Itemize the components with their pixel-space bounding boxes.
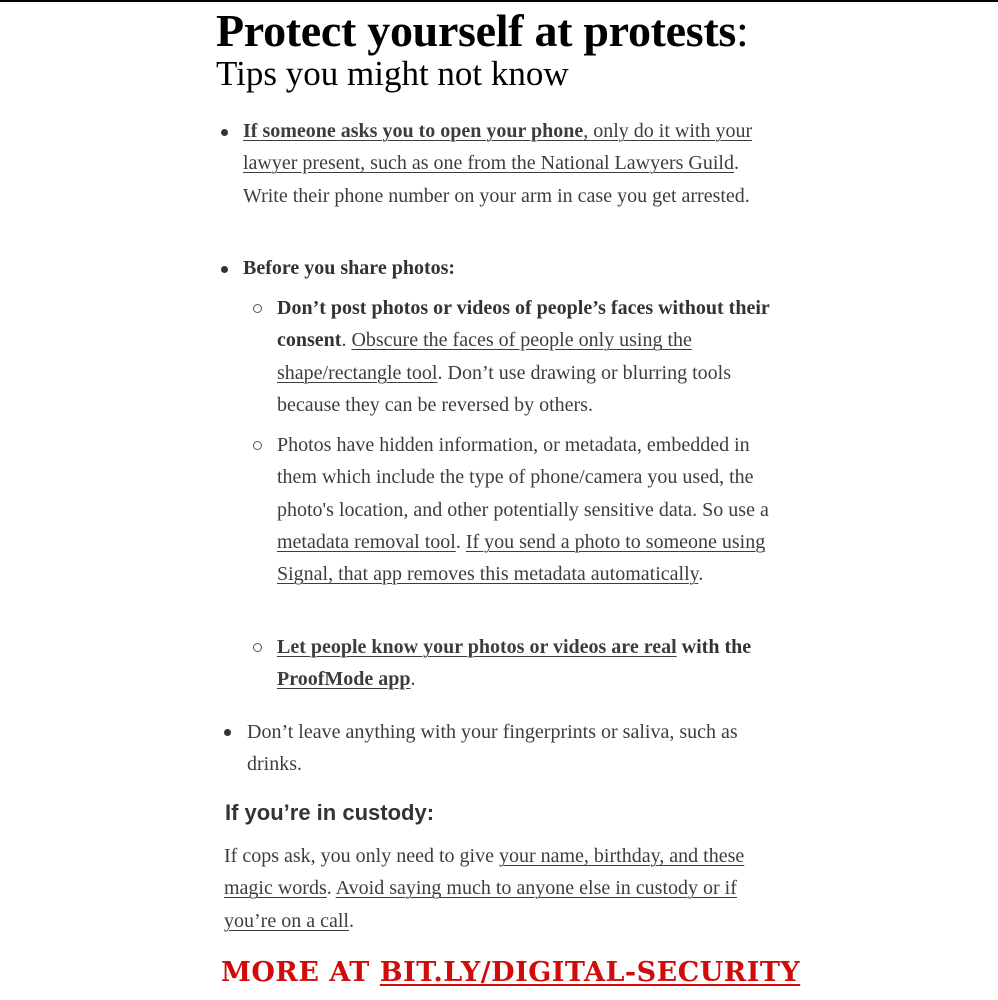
punct: . — [341, 329, 352, 352]
title-text: Protect yourself at protests — [216, 5, 737, 56]
tip-open-phone-text: . Write their phone number on your arm in case you get arrested. — [243, 152, 750, 207]
circle-bullet-icon — [253, 643, 262, 652]
bullet-icon — [221, 129, 228, 136]
photos-real-link[interactable]: Let people know your photos or videos are real — [277, 636, 677, 658]
punct: . — [348, 909, 354, 932]
subtip-metadata — [277, 429, 777, 590]
bullet-icon — [224, 729, 231, 736]
custody-paragraph — [224, 840, 764, 937]
footer-prefix: MORE AT — [221, 957, 380, 988]
circle-bullet-icon — [253, 304, 262, 313]
custody-heading: If you’re in custody: — [225, 800, 435, 825]
metadata-text: Photos have hidden information, or metadata, embedded in them which include the type of phone/camera you used, the photo's location, and other potentially sensitive data. So use a — [277, 434, 769, 521]
top-border — [0, 0, 998, 2]
obscure-faces-link[interactable]: Obscure the faces of people only using the shape/rectangle tool — [277, 329, 692, 384]
digital-security-link[interactable]: BIT.LY/DIGITAL-SECURITY — [379, 957, 801, 988]
subtip-faces — [277, 292, 782, 421]
avoid-saying-link[interactable]: Avoid saying much to anyone else in custody or if you’re on a call — [224, 877, 737, 932]
punct: . — [410, 668, 416, 691]
open-phone-link[interactable]: If someone asks you to open your phone — [243, 120, 584, 142]
footer-cta — [221, 957, 800, 988]
tip-share-photos: Before you share photos: — [243, 257, 456, 279]
metadata-removal-link[interactable]: metadata removal tool — [277, 530, 456, 553]
custody-text: If cops ask, you only need to give — [224, 845, 499, 867]
with-the-text: with the — [676, 636, 752, 658]
subtip-proofmode — [277, 631, 767, 696]
signal-link[interactable]: If you send a photo to someone using Signal, that app removes this metadata automatically — [277, 530, 766, 586]
punct: . — [326, 877, 336, 900]
title-colon: : — [736, 5, 749, 56]
tip-fingerprints: Don’t leave anything with your fingerprints or saliva, such as drinks. — [247, 721, 738, 776]
page-subtitle: Tips you might not know — [216, 54, 569, 93]
tip-open-phone — [243, 115, 783, 212]
circle-bullet-icon — [253, 441, 262, 450]
faces-consent-text: Don’t post photos or videos of people’s faces without their consent — [277, 297, 770, 352]
lawyer-link[interactable]: , only do it with your lawyer present, such as one from the National Lawyers Guild — [243, 120, 753, 175]
page-title — [216, 4, 749, 57]
proofmode-link[interactable]: ProofMode app — [277, 668, 411, 691]
magic-words-link[interactable]: your name, birthday, and these magic words — [224, 845, 745, 900]
bullet-icon — [221, 266, 228, 273]
punct: . — [455, 530, 466, 553]
punct: . — [698, 563, 704, 586]
subtip-faces-text: . Don’t use drawing or blurring tools because they can be reversed by others. — [277, 361, 731, 416]
